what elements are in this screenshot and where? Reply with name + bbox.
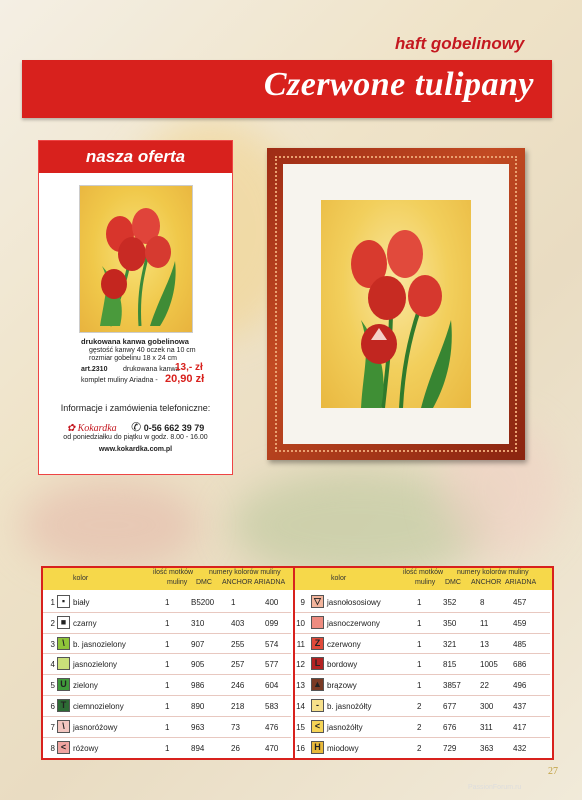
skein-count: 1 — [165, 702, 170, 711]
anchor-code: 11 — [480, 618, 489, 628]
color-name: miodowy — [327, 743, 359, 753]
color-number: 4 — [50, 660, 55, 670]
color-number: 14 — [296, 702, 305, 711]
color-symbol-icon: \ — [57, 637, 70, 650]
color-name: b. jasnozielony — [73, 639, 126, 649]
dmc-code: 890 — [191, 702, 205, 711]
canvas-price: 13,- zł — [175, 362, 203, 373]
product-density: gęstość kanwy 40 oczek na 10 cm — [89, 347, 196, 354]
table-header — [43, 568, 552, 590]
dmc-code: 676 — [443, 722, 457, 732]
ariadna-code: 686 — [513, 660, 527, 670]
dmc-code: 321 — [443, 639, 457, 649]
anchor-code: 363 — [480, 743, 494, 753]
table-row — [43, 654, 552, 675]
ariadna-code: 496 — [513, 681, 527, 691]
color-name: b. jasnożółty — [327, 702, 372, 711]
color-name: jasnołososiowy — [327, 598, 381, 607]
tulip-embroidery — [321, 200, 471, 408]
color-number: 3 — [50, 639, 55, 649]
brand-logo: ✿ Kokardka — [66, 423, 117, 434]
anchor-code: 22 — [480, 681, 489, 691]
color-symbol-icon — [311, 616, 324, 629]
dmc-code: B5200 — [191, 598, 215, 607]
ariadna-code: 476 — [265, 722, 279, 732]
skein-count: 2 — [417, 743, 422, 753]
anchor-code: 311 — [480, 722, 493, 732]
framed-picture — [267, 148, 525, 460]
dmc-code: 3857 — [443, 681, 461, 691]
background-decor — [20, 480, 200, 570]
skein-count: 1 — [165, 660, 170, 670]
ariadna-code: 574 — [265, 639, 279, 649]
kit-label: komplet muliny Ariadna - — [81, 377, 158, 384]
dmc-code: 907 — [191, 639, 205, 649]
color-symbol-icon: H — [311, 741, 324, 754]
color-name: jasnożółty — [327, 722, 363, 732]
anchor-code: 255 — [231, 639, 245, 649]
ariadna-code: 485 — [513, 639, 527, 649]
header-ariadna: ARIADNA — [254, 579, 286, 586]
dmc-code: 963 — [191, 722, 205, 732]
watermark: PassionForum.ru — [468, 784, 522, 791]
phone-number: 0-56 662 39 79 — [143, 423, 205, 433]
anchor-code: 73 — [231, 722, 240, 732]
article-number: art.2310 — [81, 366, 108, 373]
table-row — [43, 738, 552, 759]
dmc-code: 815 — [443, 660, 457, 670]
color-name: jasnozielony — [73, 660, 118, 670]
color-name: zielony — [73, 681, 98, 691]
table-row — [43, 696, 552, 717]
color-symbol-icon: < — [57, 741, 70, 754]
website-link[interactable]: www.kokardka.com.pl — [98, 446, 173, 453]
page-number: 27 — [548, 766, 558, 777]
color-name: bordowy — [327, 660, 358, 670]
color-number: 10 — [296, 618, 305, 628]
anchor-code: 246 — [231, 681, 245, 691]
color-number: 12 — [296, 660, 305, 670]
header-muliny: muliny — [167, 579, 188, 586]
offer-heading: nasza oferta — [39, 141, 232, 173]
dmc-code: 729 — [443, 743, 457, 753]
skein-count: 1 — [165, 618, 170, 628]
color-number: 1 — [50, 598, 55, 607]
header-dmc: DMC — [196, 579, 212, 586]
title-banner — [22, 60, 552, 118]
anchor-code: 403 — [231, 618, 245, 628]
skein-count: 1 — [417, 598, 422, 607]
ariadna-code: 577 — [265, 660, 279, 670]
ariadna-code: 604 — [265, 681, 279, 691]
color-number: 16 — [296, 743, 305, 753]
table-row — [43, 634, 552, 655]
skein-count: 1 — [165, 743, 170, 753]
color-symbol-icon: - — [311, 699, 324, 712]
table-row — [43, 675, 552, 696]
skein-count: 2 — [417, 722, 422, 732]
dmc-code: 894 — [191, 743, 205, 753]
opening-hours: od poniedziałku do piątku w godz. 8.00 - 16.00 — [63, 434, 208, 441]
color-number: 15 — [296, 722, 305, 732]
table-row — [43, 613, 552, 634]
anchor-code: 300 — [480, 702, 494, 711]
ariadna-code: 457 — [513, 598, 527, 607]
dmc-code: 352 — [443, 598, 457, 607]
color-number: 2 — [50, 618, 55, 628]
header-dmc: DMC — [445, 579, 461, 586]
header-numbers: numery kolorów muliny — [209, 569, 281, 576]
color-symbol-icon: L — [311, 657, 324, 670]
color-symbol-icon: ▪ — [57, 595, 70, 608]
color-symbol-icon: ■ — [57, 616, 70, 629]
brand-name: Kokardka — [77, 423, 117, 434]
dmc-code: 986 — [191, 681, 205, 691]
header-muliny: muliny — [415, 579, 436, 586]
color-name: czarny — [73, 618, 97, 628]
color-symbol-icon: Z — [311, 637, 324, 650]
ariadna-code: 459 — [513, 618, 527, 628]
ariadna-code: 417 — [513, 722, 527, 732]
skein-count: 1 — [417, 681, 422, 691]
color-number: 13 — [296, 681, 305, 691]
color-name: jasnoczerwony — [327, 618, 380, 628]
skein-count: 1 — [165, 722, 170, 732]
dmc-code: 350 — [443, 618, 457, 628]
header-anchor: ANCHOR — [471, 579, 502, 586]
color-symbol-icon: ▽ — [311, 595, 324, 608]
header-kolor: kolor — [73, 575, 89, 582]
header-kolor: kolor — [331, 575, 347, 582]
dmc-code: 677 — [443, 702, 457, 711]
color-key-table — [41, 566, 554, 760]
color-name: różowy — [73, 743, 99, 753]
color-symbol-icon: < — [311, 720, 324, 733]
tulip-illustration — [321, 200, 471, 408]
header-ariadna: ARIADNA — [505, 579, 537, 586]
ariadna-code: 437 — [513, 702, 527, 711]
color-number: 7 — [50, 722, 55, 732]
canvas-label: drukowana kanwa - — [123, 366, 184, 373]
skein-count: 2 — [417, 702, 422, 711]
anchor-code: 8 — [480, 598, 485, 607]
header-numbers: numery kolorów muliny — [457, 569, 529, 576]
page-title: Czerwone tulipany — [263, 66, 534, 103]
anchor-code: 13 — [480, 639, 489, 649]
anchor-code: 1 — [231, 598, 236, 607]
header-anchor: ANCHOR — [222, 579, 253, 586]
header-skeins: ilość motków — [153, 569, 194, 576]
anchor-code: 257 — [231, 660, 245, 670]
ariadna-code: 583 — [265, 702, 279, 711]
table-row — [43, 592, 552, 613]
color-number: 5 — [50, 681, 55, 691]
skein-count: 1 — [417, 660, 422, 670]
color-symbol-icon: T — [57, 699, 70, 712]
color-number: 8 — [50, 743, 55, 753]
skein-count: 1 — [165, 598, 170, 607]
color-symbol-icon: U — [57, 678, 70, 691]
ariadna-code: 099 — [265, 618, 279, 628]
anchor-code: 26 — [231, 743, 240, 753]
color-name: biały — [73, 598, 90, 607]
color-symbol-icon: ▲ — [311, 678, 324, 691]
color-name: ciemnozielony — [73, 702, 124, 711]
contact-info: Informacje i zamówienia telefoniczne: — [60, 403, 211, 413]
picture-mat — [283, 164, 509, 444]
kit-price: 20,90 zł — [165, 373, 205, 385]
ariadna-code: 432 — [513, 743, 527, 753]
tulip-thumbnail — [79, 185, 193, 333]
ariadna-code: 470 — [265, 743, 279, 753]
color-number: 9 — [300, 598, 305, 607]
color-name: jasnoróżowy — [73, 722, 118, 732]
skein-count: 1 — [417, 618, 422, 628]
dmc-code: 310 — [191, 618, 205, 628]
header-skeins: ilość motków — [403, 569, 444, 576]
anchor-code: 218 — [231, 702, 245, 711]
category-label: haft gobelinowy — [395, 34, 525, 53]
skein-count: 1 — [165, 681, 170, 691]
skein-count: 1 — [417, 639, 422, 649]
color-number: 11 — [296, 639, 305, 649]
tulip-illustration — [80, 186, 192, 332]
product-name: drukowana kanwa gobelinowa — [81, 337, 189, 346]
product-size: rozmiar gobelinu 18 x 24 cm — [89, 355, 177, 362]
skein-count: 1 — [165, 639, 170, 649]
ariadna-code: 400 — [265, 598, 279, 607]
color-symbol-icon: \ — [57, 720, 70, 733]
color-number: 6 — [50, 702, 55, 711]
color-name: czerwony — [327, 639, 361, 649]
offer-box — [38, 140, 233, 475]
table-row — [43, 717, 552, 738]
dmc-code: 905 — [191, 660, 205, 670]
color-name: brązowy — [327, 681, 357, 691]
anchor-code: 1005 — [480, 660, 498, 670]
phone-icon: ✆ — [131, 420, 142, 434]
